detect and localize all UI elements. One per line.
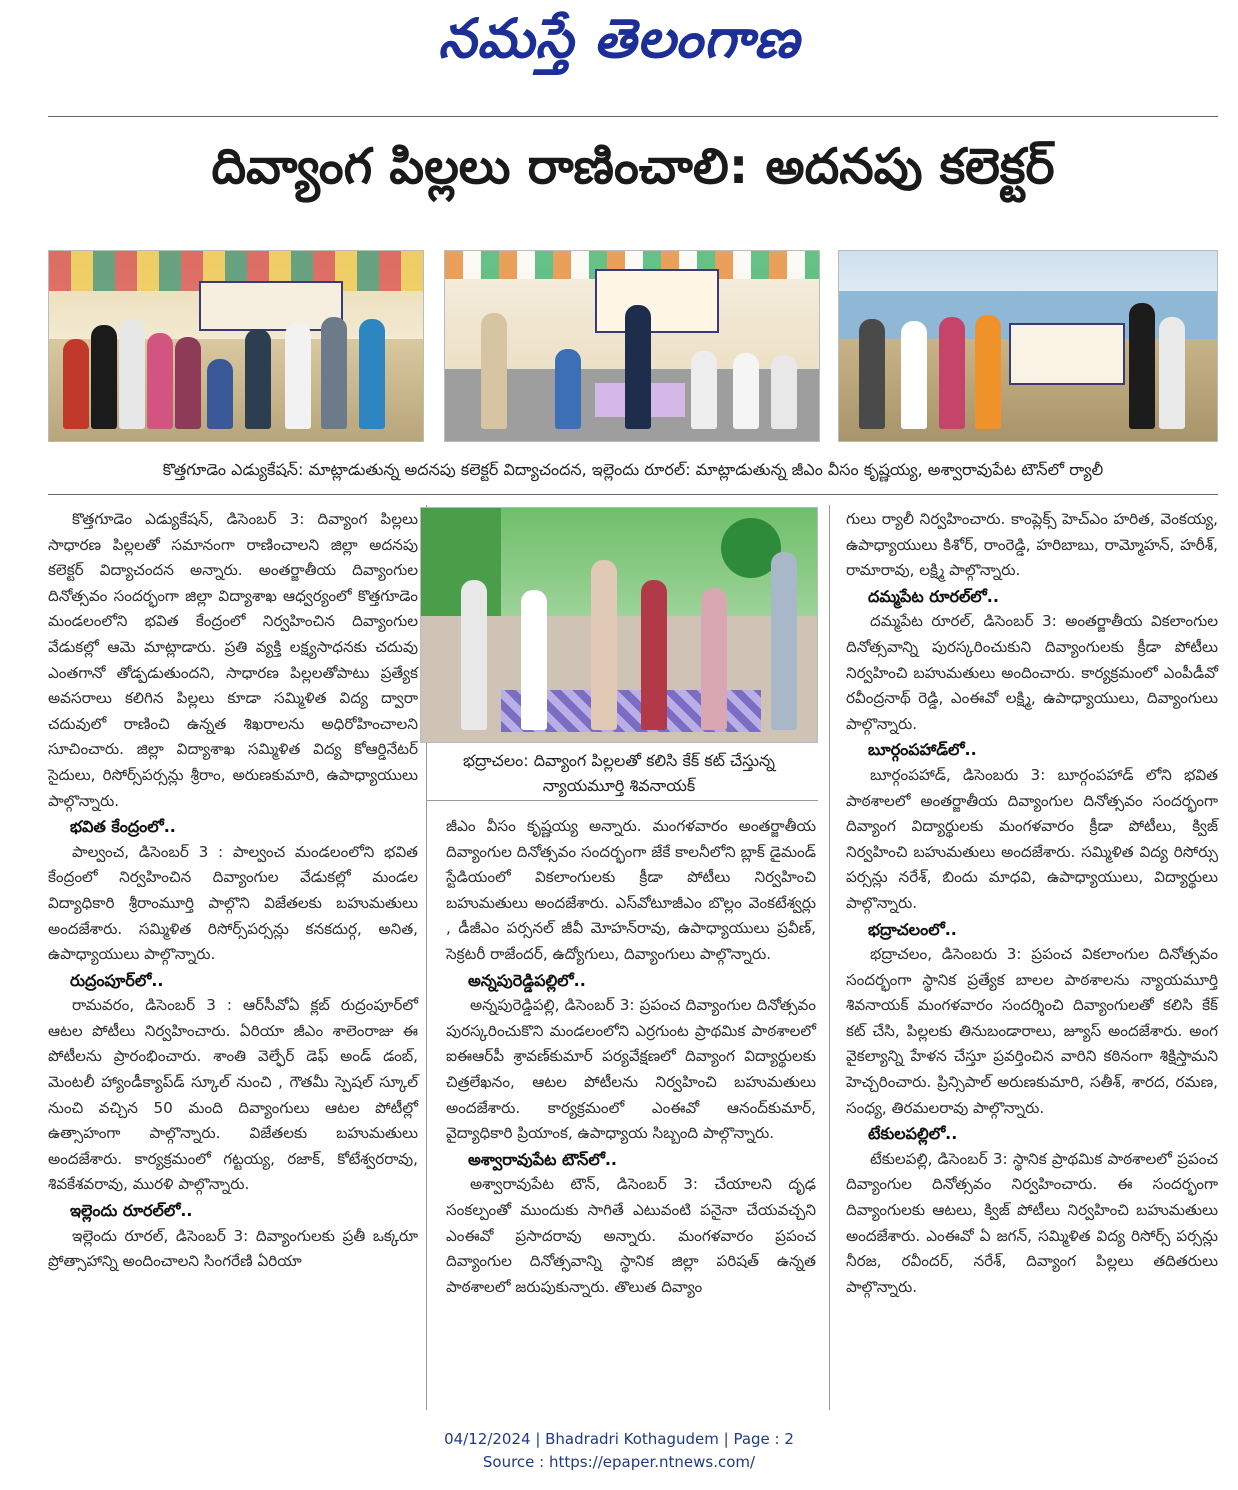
subheading-tekulapalli: టేకులపల్లిలో.. [868,1124,958,1144]
subheading-bhavita: భవిత కేంద్రంలో.. [70,817,176,837]
subheading-burgampahad: బూర్గంపహాడ్‌లో.. [868,740,977,760]
paragraph-burgampahad: బూర్గంపహాడ్, డిసెంబరు 3: బూర్గంపహాడ్ లోని భవిత పాఠశాలలో అంతర్జాతీయ దివ్యాంగుల దినోత్సవం సందర్భంగా దివ్యాంగ విద్యార్థులకు మంగళవారం క్రీడా పోటీలు, క్విజ్ నిర్వహించి బహుమతులు అందజేశారు. సమ్మిళిత విద్య రిసోర్సు పర్సన్లు నరేశ్, బిందు మాధవి, ఉపాధ్యాయులు, విద్యార్థులు పాల్గొన్నారు. [846,765,1218,912]
footer-source-link[interactable]: Source : https://epaper.ntnews.com/ [482,1453,756,1471]
article-column-1 [48,507,418,1275]
headline: దివ్యాంగ పిల్లలు రాణించాలి: అదనపు కలెక్టర్ [211,138,1055,195]
subheading-dammapeta: దమ్మపేట రూరల్‌లో.. [868,586,999,606]
paragraph-dammapeta: దమ్మపేట రూరల్, డిసెంబర్ 3: అంతర్జాతీయ వికలాంగుల దినోత్సవాన్ని పురస్కరించుకుని దివ్యాంగులకు క్రీడా పోటీలు నిర్వహించి బహుమతులు అందించారు. కార్యక్రమంలో ఎంపీడీవో రవీంద్రనాథ్ రెడ్డి, ఎంఈవో లక్ష్మి, ఉపాధ్యాయులు, దివ్యాంగులు పాల్గొన్నారు. [846,612,1218,733]
paragraph-tekulapalli: టేకులపల్లి, డిసెంబర్ 3: స్థానిక ప్రాథమిక పాఠశాలలో ప్రపంచ దివ్యాంగుల దినోత్సవం నిర్వహించారు. ఈ సందర్భంగా దివ్యాంగులకు ఆటలు, క్విజ్ పోటీలు నిర్వహించి బహుమతులు అందజేశారు. ఎంఈవో ఏ జగన్, సమ్మిళిత విద్య రిసోర్స్ పర్సన్లు నీరజ, రవీందర్, నరేశ్, దివ్యాంగ పిల్లలు తదితరులు పాల్గొన్నారు. [846,1149,1218,1296]
photo-caption: కొత్తగూడెం ఎడ్యుకేషన్: మాట్లాడుతున్న అదనపు కలెక్టర్ విద్యాచందన, ఇల్లెందు రూరల్: మాట్లాడుతున్న జీఎం వీసం కృష్ణయ్య, అశ్వారావుపేట టౌన్‌లో ర్యాలీ [162,460,1104,479]
paragraph-ramavaram: రామవరం, డిసెంబర్ 3 : ఆర్‌సీవోఏ క్లబ్ రుద్రంపూర్‌లో ఆటల పోటీలు నిర్వహించారు. ఏరియా జీఎం శాలెంరాజు ఈ పోటీలను ప్రారంభించారు. శాంతి వెల్ఫేర్ డెఫ్ అండ్ డంబ్, మెంటలీ హ్యాండీక్యాప్‌డ్ స్కూల్ నుంచి , గౌతమీ స్పెషల్ స్కూల్ నుంచి వచ్చిన 50 మంది దివ్యాంగులు ఆటల పోటీల్లో ఉత్సాహంగా పాల్గొన్నారు. విజేతలకు బహుమతులు అందజేశారు. కార్యక్రమంలో గట్టయ్య, రజాక్, కోటేశ్వరరావు, శివకేశవరావు, మురళి పాల్గొన్నారు. [48,996,418,1194]
column-divider-2 [829,505,830,1410]
article-column-3 [846,507,1218,1300]
paragraph-gm-continued: జీఎం వీసం కృష్ణయ్య అన్నారు. మంగళవారం అంతర్జాతీయ దివ్యాంగుల దినోత్సవం సందర్భంగా జేకే కాలనీలోని బ్లాక్ డైమండ్ స్టేడియంలో వికలాంగులకు క్రీడా పోటీలు నిర్వహించి బహుమతులు అందజేశారు. ఎస్‌వోటూజీఎం బొల్లం వెంకటేశ్వర్లు , డీజీఎం పర్సనల్ జీవీ మోహన్‌రావు, ఉపాధ్యాయులు ప్రవీణ్, సెక్రటరీ రాజేందర్, ఉద్యోగులు, దివ్యాంగులు పాల్గొన్నారు. [446,817,816,963]
subheading-aswaraopeta: అశ్వారావుపేట టౌన్‌లో.. [468,1149,617,1169]
photo-stadium-event [444,250,820,442]
center-photo-caption: భద్రాచలం: దివ్యాంగ పిల్లలతో కలిసి కేక్ కట్ చేస్తున్న న్యాయమూర్తి శివనాయక్ [463,751,775,795]
paragraph-bhadrachalam: భద్రాచలం, డిసెంబరు 3: ప్రపంచ వికలాంగుల దినోత్సవం సందర్భంగా స్థానిక ప్రత్యేక బాలల పాఠశాలను న్యాయమూర్తి శివనాయక్ మంగళవారం సందర్శించి దివ్యాంగులతో కలిసి కేక్ కట్ చేసి, పిల్లలకు తినుబండారాలు, జ్యూస్ అందజేశారు. అంగ వైకల్యాన్ని హేళన చేస్తూ ప్రవర్తించిన వారిని కఠినంగా శిక్షిస్తామని హెచ్చరించారు. ప్రిన్సిపాల్ అరుణకుమారి, సతీశ్, శారద, రమణ, సంధ్య, తిరమలరావు పాల్గొన్నారు. [846,945,1218,1117]
subheading-annapureddipalli: అన్నపురెడ్డిపల్లిలో.. [468,970,586,990]
paragraph-illendu: ఇల్లెందు రూరల్, డిసెంబర్ 3: దివ్యాంగులకు ప్రతీ ఒక్కరూ ప్రోత్సాహాన్ని అందించాలని సింగరేణి ఏరియా [48,1226,418,1271]
paragraph-kothagudem: కొత్తగూడెం ఎడ్యుకేషన్, డిసెంబర్ 3: దివ్యాంగ పిల్లలు సాధారణ పిల్లలతో సమానంగా రాణించాలని జిల్లా అదనపు కలెక్టర్ విద్యాచందన అన్నారు. అంతర్జాతీయ దివ్యాంగుల దినోత్సవం సందర్భంగా జిల్లా విద్యాశాఖ ఆధ్వర్యంలో కొత్తగూడెం మండలంలోని భవిత కేంద్రంలో నిర్వహించిన దివ్యాంగుల వేడుకల్లో ఆమె మాట్లాడారు. ప్రతి వ్యక్తి లక్ష్యసాధనకు చదువు ఎంతగానో తోడ్పడుతుందని, సాధారణ పిల్లలతోపాటు ప్రత్యేక అవసరాలు కలిగిన పిల్లలు కూడా సమ్మిళిత విద్య ద్వారా చదువులో రాణించి ఉన్నత శిఖరాలను అధిరోహించాలని సూచించారు. జిల్లా విద్యాశాఖ సమ్మిళిత విద్య కోఆర్డినేటర్ సైదులు, రిసోర్స్‌పర్సన్లు శ్రీరాం, అరుణకుమారి, ఉపాధ్యాయులు పాల్గొన్నారు. [48,510,418,810]
paragraph-palvancha: పాల్వంచ, డిసెంబర్ 3 : పాల్వంచ మండలంలోని భవిత కేంద్రంలో నిర్వహించిన దివ్యాంగుల వేడుకల్లో మండల విద్యాధికారి శ్రీరాంమూర్తి పాల్గొని విజేతలకు బహుమతులు అందజేశారు. సమ్మిళిత రిసోర్స్‌పర్సన్లు కనకదుర్గ, అనిత, ఉపాధ్యాయులు పాల్గొన్నారు. [48,842,418,964]
masthead-divider [48,116,1218,117]
photo-rally [838,250,1218,442]
paragraph-rally-continued: గులు ర్యాలీ నిర్వహించారు. కాంప్లెక్స్ హెచ్‌ఎం హరిత, వెంకయ్య, ఉపాధ్యాయులు కిశోర్, రాంరెడ్డి, హరిబాబు, రామ్మోహన్, హరీశ్, రామారావు, లక్ష్మి పాల్గొన్నారు. [846,510,1218,580]
center-caption-divider [426,800,818,801]
paragraph-aswaraopeta: అశ్వారావుపేట టౌన్, డిసెంబర్ 3: చేయాలని దృఢ సంకల్పంతో ముందుకు సాగితే ఎటువంటి పనైనా చేయవచ్చని ఎంఈవో ప్రసాదరావు అన్నారు. మంగళవారం ప్రపంచ దివ్యాంగుల దినోత్సవాన్ని స్థానిక జిల్లా పరిషత్ ఉన్నత పాఠశాలలో జరుపుకున్నారు. తొలుత దివ్యాం [446,1175,816,1296]
photo-cake-cutting [420,507,818,743]
article-column-2 [446,814,816,1300]
subheading-rudrampur: రుద్రంపూర్‌లో.. [70,970,164,990]
photo-education-event [48,250,424,442]
caption-divider [48,494,1218,495]
paragraph-annapureddipalli: అన్నపురెడ్డిపల్లి, డిసెంబర్ 3: ప్రపంచ దివ్యాంగుల దినోత్సవం పురస్కరించుకొని మండలంలోని ఎర్రగుంట ప్రాథమిక పాఠశాలలో ఐఈఆర్‌పీ శ్రావణ్‌కుమార్ పర్యవేక్షణలో దివ్యాంగ విద్యార్థులకు చిత్రలేఖనం, ఆటల పోటీలను నిర్వహించి బహుమతులు అందజేశారు. కార్యక్రమంలో ఎంఈవో ఆనంద్‌కుమార్, వైద్యాధికారి ప్రియాంక, ఉపాధ్యాయ సిబ్బంది పాల్గొన్నారు. [446,996,816,1143]
subheading-illendu: ఇల్లెందు రూరల్‌లో.. [70,1201,193,1221]
subheading-bhadrachalam: భద్రాచలంలో.. [868,919,957,939]
masthead: నమస్తే తెలంగాణ [438,6,800,70]
footer-date-edition: 04/12/2024 | Bhadradri Kothagudem | Page : 2 [444,1430,794,1448]
